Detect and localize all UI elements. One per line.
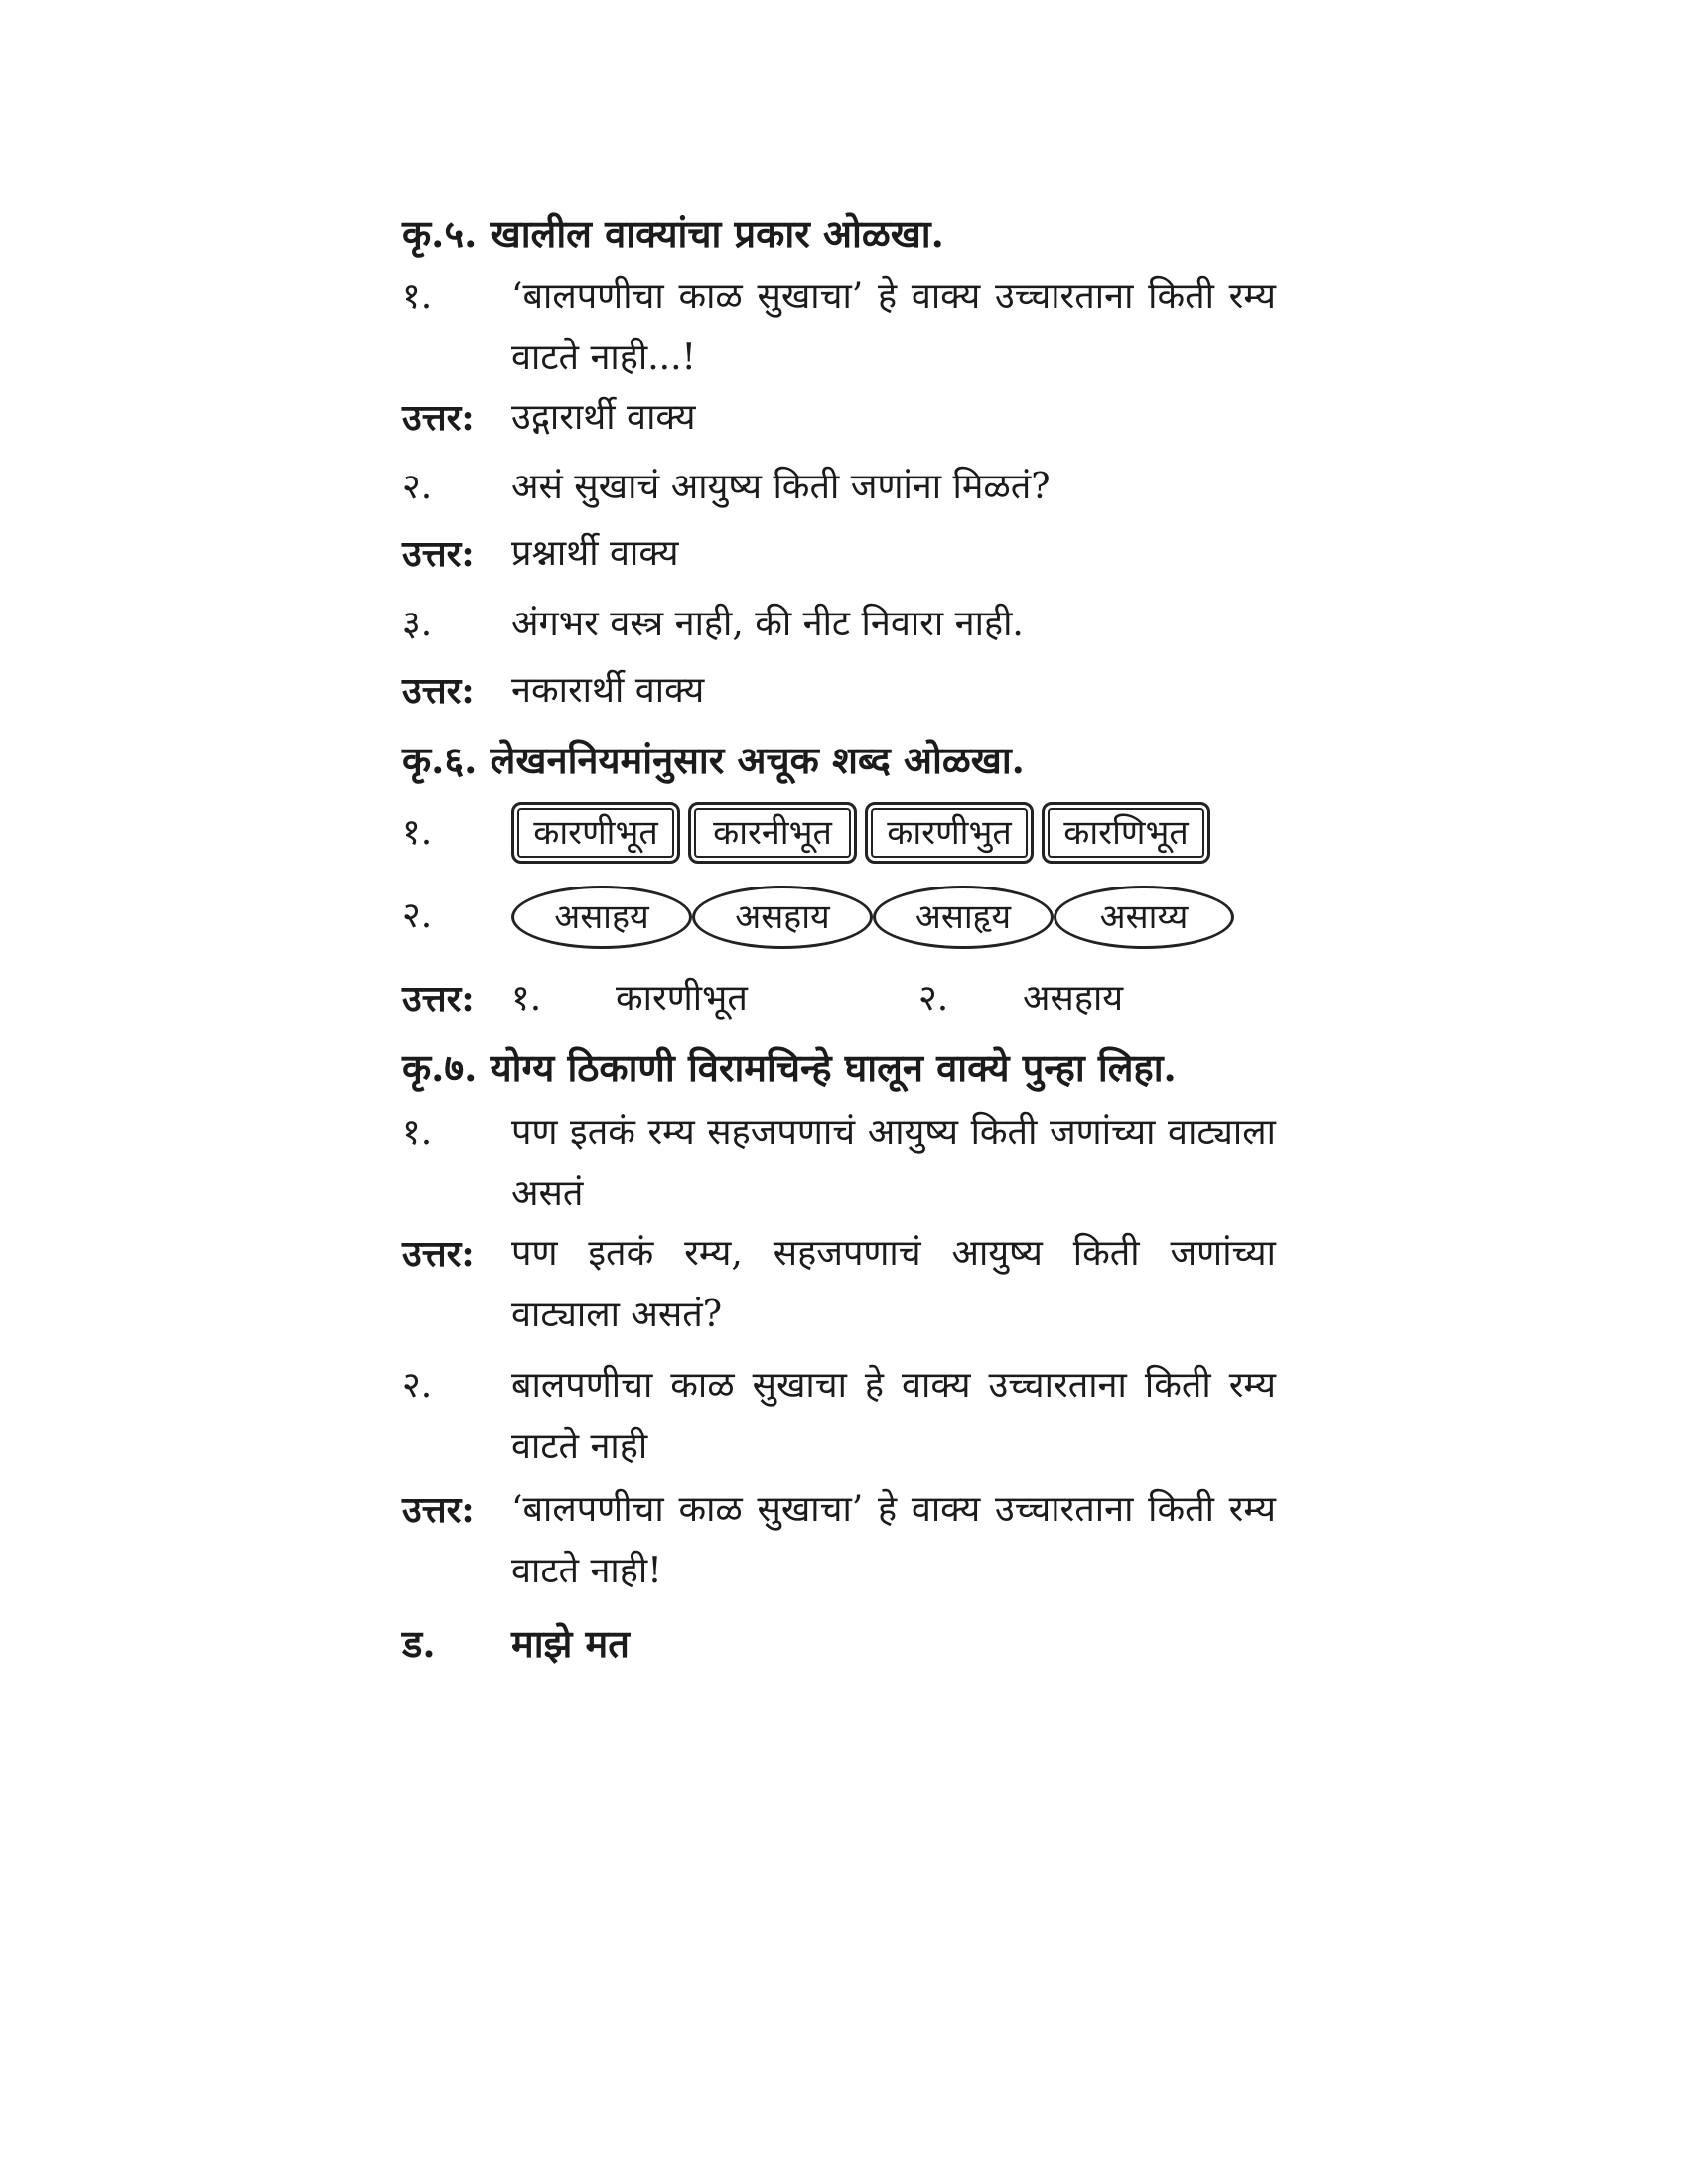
question-text: पण इतकं रम्य सहजपणाचं आयुष्य किती जणांच्या वाट्याला असतं	[511, 1112, 1276, 1214]
q6-row-2	[402, 886, 1276, 955]
q6-row-1	[402, 802, 1276, 872]
q7-answer-1	[402, 1223, 1276, 1346]
q7-item-2	[402, 1355, 1276, 1478]
q5-item-1	[402, 266, 1276, 389]
answer-label: उत्तर:	[402, 533, 475, 575]
option-box: कारनीभूत	[688, 802, 857, 864]
answer-label: उत्तर:	[402, 978, 475, 1020]
answer-text: ‘बालपणीचा काळ सुखाचा’ हे वाक्य उच्चारताना किती रम्य वाटते नाही!	[511, 1489, 1276, 1591]
answer-text: उद्गारार्थी वाक्य	[511, 397, 696, 438]
answer-text: नकारार्थी वाक्य	[511, 670, 705, 711]
question-text: असं सुखाचं आयुष्य किती जणांना मिळतं?	[511, 467, 1051, 507]
item-number: १.	[402, 276, 433, 317]
answer-text: पण इतकं रम्य, सहजपणाचं आयुष्य किती जणांच्या वाट्याला असतं?	[511, 1233, 1276, 1335]
answer-number-1: १.	[511, 978, 542, 1019]
answer-word-2: असहाय	[1023, 978, 1124, 1019]
answer-word-1: कारणीभूत	[616, 978, 748, 1019]
question-text: अंगभर वस्त्र नाही, की नीट निवारा नाही.	[511, 604, 1024, 644]
question-text: बालपणीचा काळ सुखाचा हे वाक्य उच्चारताना किती रम्य वाटते नाही	[511, 1365, 1276, 1467]
question-text: ‘बालपणीचा काळ सुखाचा’ हे वाक्य उच्चारताना किती रम्य वाटते नाही...!	[511, 276, 1276, 378]
item-number: २.	[402, 895, 433, 936]
answer-label: उत्तर:	[402, 397, 475, 439]
answer-label: उत्तर:	[402, 670, 475, 712]
option-boxes	[511, 802, 1210, 864]
q5-heading: कृ.५. खालील वाक्यांचा प्रकार ओळखा.	[402, 211, 944, 256]
option-box: कारणिभूत	[1042, 802, 1210, 864]
answer-label: उत्तर:	[402, 1489, 475, 1531]
q7-item-1	[402, 1102, 1276, 1225]
item-number: २.	[402, 1365, 433, 1406]
option-ovals	[511, 886, 1234, 949]
item-number: २.	[402, 467, 433, 507]
answer-number-2: २.	[918, 978, 949, 1019]
q7-answer-2	[402, 1479, 1276, 1602]
item-number: १.	[402, 1112, 433, 1153]
item-number: १.	[402, 812, 433, 853]
option-oval: असाहय	[511, 886, 692, 949]
q6-heading: कृ.६. लेखननियमांनुसार अचूक शब्द ओळखा.	[402, 738, 1025, 782]
option-box: कारणीभुत	[865, 802, 1034, 864]
section-title: माझे मत	[511, 1621, 630, 1666]
item-number: ३.	[402, 604, 433, 644]
option-box: कारणीभूत	[511, 802, 680, 864]
option-oval: असाहृय	[873, 886, 1054, 949]
option-oval: असाय्य	[1054, 886, 1234, 949]
q7-heading: कृ.७. योग्य ठिकाणी विरामचिन्हे घालून वाक्ये पुन्हा लिहा.	[402, 1045, 1177, 1090]
answer-label: उत्तर:	[402, 1233, 475, 1275]
answer-text: प्रश्नार्थी वाक्य	[511, 533, 679, 574]
section-label: ड.	[402, 1621, 436, 1666]
option-oval: असहाय	[692, 886, 873, 949]
